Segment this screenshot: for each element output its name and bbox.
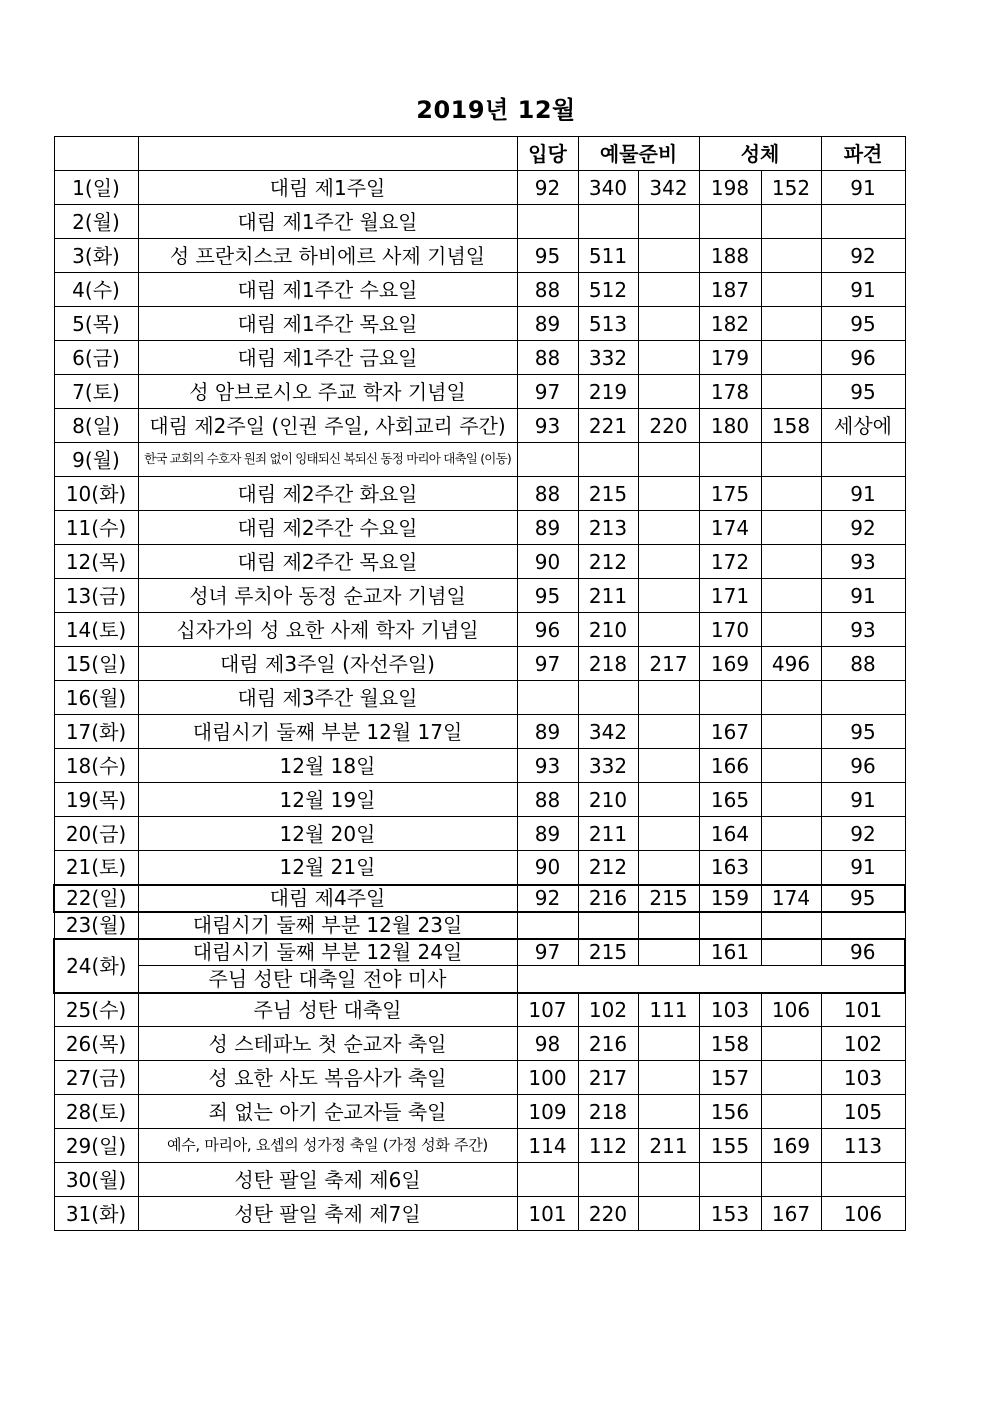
value-dismissal: 91 xyxy=(821,851,905,885)
value-offertory-2 xyxy=(638,1163,699,1197)
value-communion-1 xyxy=(699,1163,761,1197)
table-row xyxy=(54,1163,905,1197)
value-offertory-1: 210 xyxy=(578,783,638,817)
value-offertory-1: 513 xyxy=(578,307,638,341)
value-communion-1: 182 xyxy=(699,307,761,341)
value-entrance: 95 xyxy=(517,579,578,613)
value-offertory-1: 217 xyxy=(578,1061,638,1095)
feast-cell: 대림시기 둘째 부분 12월 24일 xyxy=(138,939,517,966)
table-row xyxy=(54,477,905,511)
value-offertory-1: 340 xyxy=(578,171,638,205)
value-dismissal: 106 xyxy=(821,1197,905,1231)
feast-cell: 대림 제3주간 월요일 xyxy=(138,681,517,715)
day-cell: 23(월) xyxy=(54,912,138,939)
value-dismissal: 93 xyxy=(821,545,905,579)
value-dismissal: 95 xyxy=(821,375,905,409)
value-offertory-1: 211 xyxy=(578,817,638,851)
value-communion-1 xyxy=(699,912,761,939)
table-row xyxy=(54,205,905,239)
value-communion-1: 180 xyxy=(699,409,761,443)
table-row xyxy=(54,885,905,912)
value-communion-2: 174 xyxy=(761,885,821,912)
value-communion-2 xyxy=(761,205,821,239)
value-entrance: 107 xyxy=(517,993,578,1027)
value-offertory-2 xyxy=(638,912,699,939)
value-entrance: 97 xyxy=(517,375,578,409)
value-offertory-2 xyxy=(638,749,699,783)
value-offertory-2 xyxy=(638,511,699,545)
value-offertory-2: 111 xyxy=(638,993,699,1027)
value-entrance: 90 xyxy=(517,545,578,579)
value-offertory-1: 211 xyxy=(578,579,638,613)
value-offertory-1: 212 xyxy=(578,851,638,885)
table-row xyxy=(54,1129,905,1163)
value-offertory-1: 210 xyxy=(578,613,638,647)
table-row xyxy=(54,613,905,647)
table-row xyxy=(54,749,905,783)
feast-cell: 성탄 팔일 축제 제6일 xyxy=(138,1163,517,1197)
value-dismissal: 91 xyxy=(821,171,905,205)
value-entrance: 101 xyxy=(517,1197,578,1231)
value-offertory-1: 342 xyxy=(578,715,638,749)
feast-cell: 12월 18일 xyxy=(138,749,517,783)
value-offertory-2 xyxy=(638,1027,699,1061)
value-dismissal: 93 xyxy=(821,613,905,647)
feast-cell: 예수, 마리아, 요셉의 성가정 축일 (가정 성화 주간) xyxy=(138,1129,517,1163)
day-cell: 8(일) xyxy=(54,409,138,443)
value-dismissal: 91 xyxy=(821,273,905,307)
value-dismissal: 92 xyxy=(821,511,905,545)
value-dismissal: 113 xyxy=(821,1129,905,1163)
feast-cell: 성녀 루치아 동정 순교자 기념일 xyxy=(138,579,517,613)
day-cell: 22(일) xyxy=(54,885,138,912)
day-cell: 21(토) xyxy=(54,851,138,885)
value-entrance: 93 xyxy=(517,409,578,443)
value-communion-1 xyxy=(699,681,761,715)
value-offertory-2 xyxy=(638,613,699,647)
value-entrance: 109 xyxy=(517,1095,578,1129)
value-entrance: 88 xyxy=(517,477,578,511)
value-offertory-1: 216 xyxy=(578,1027,638,1061)
day-cell: 13(금) xyxy=(54,579,138,613)
value-dismissal: 103 xyxy=(821,1061,905,1095)
day-cell: 10(화) xyxy=(54,477,138,511)
value-entrance xyxy=(517,443,578,477)
page-title: 2019년 12월 xyxy=(416,96,576,124)
value-offertory-2 xyxy=(638,851,699,885)
value-entrance: 88 xyxy=(517,273,578,307)
value-offertory-2: 215 xyxy=(638,885,699,912)
value-communion-1: 157 xyxy=(699,1061,761,1095)
day-cell: 25(수) xyxy=(54,993,138,1027)
value-communion-2 xyxy=(761,939,821,966)
feast-cell: 주님 성탄 대축일 전야 미사 xyxy=(138,966,517,993)
value-entrance: 88 xyxy=(517,341,578,375)
value-entrance xyxy=(517,912,578,939)
value-communion-2 xyxy=(761,912,821,939)
value-communion-1 xyxy=(699,443,761,477)
value-communion-1: 167 xyxy=(699,715,761,749)
table-row xyxy=(54,912,905,939)
feast-cell: 죄 없는 아기 순교자들 축일 xyxy=(138,1095,517,1129)
value-offertory-1: 220 xyxy=(578,1197,638,1231)
value-dismissal xyxy=(821,681,905,715)
value-offertory-2 xyxy=(638,681,699,715)
day-cell: 5(목) xyxy=(54,307,138,341)
value-entrance: 96 xyxy=(517,613,578,647)
value-dismissal: 세상에 xyxy=(821,409,905,443)
value-offertory-1 xyxy=(578,443,638,477)
table-row xyxy=(54,545,905,579)
feast-cell: 십자가의 성 요한 사제 학자 기념일 xyxy=(138,613,517,647)
value-dismissal: 88 xyxy=(821,647,905,681)
header-entrance: 입당 xyxy=(517,137,578,171)
feast-cell: 대림시기 둘째 부분 12월 23일 xyxy=(138,912,517,939)
value-communion-1: 172 xyxy=(699,545,761,579)
value-offertory-1: 332 xyxy=(578,749,638,783)
value-entrance: 98 xyxy=(517,1027,578,1061)
value-dismissal: 92 xyxy=(821,239,905,273)
feast-cell: 12월 19일 xyxy=(138,783,517,817)
value-communion-2 xyxy=(761,239,821,273)
value-offertory-2 xyxy=(638,715,699,749)
table-row xyxy=(54,647,905,681)
day-cell: 9(월) xyxy=(54,443,138,477)
feast-cell: 대림 제1주간 월요일 xyxy=(138,205,517,239)
value-dismissal: 105 xyxy=(821,1095,905,1129)
table-row xyxy=(54,966,905,993)
table-row xyxy=(54,341,905,375)
feast-cell: 성 암브로시오 주교 학자 기념일 xyxy=(138,375,517,409)
value-offertory-1: 512 xyxy=(578,273,638,307)
value-entrance: 100 xyxy=(517,1061,578,1095)
value-offertory-2 xyxy=(638,1061,699,1095)
value-offertory-1 xyxy=(578,912,638,939)
day-cell: 4(수) xyxy=(54,273,138,307)
feast-cell: 대림 제2주일 (인권 주일, 사회교리 주간) xyxy=(138,409,517,443)
value-communion-1: 155 xyxy=(699,1129,761,1163)
value-communion-1: 156 xyxy=(699,1095,761,1129)
value-communion-1: 153 xyxy=(699,1197,761,1231)
value-offertory-1 xyxy=(578,205,638,239)
value-offertory-1 xyxy=(578,681,638,715)
table-row xyxy=(54,993,905,1027)
value-offertory-2 xyxy=(638,273,699,307)
value-communion-1: 187 xyxy=(699,273,761,307)
table-row xyxy=(54,409,905,443)
value-communion-1 xyxy=(699,205,761,239)
value-communion-2: 158 xyxy=(761,409,821,443)
value-entrance: 92 xyxy=(517,885,578,912)
value-offertory-1: 221 xyxy=(578,409,638,443)
header-dismissal: 파견 xyxy=(821,137,905,171)
value-offertory-2 xyxy=(638,579,699,613)
value-offertory-1: 102 xyxy=(578,993,638,1027)
day-cell: 2(월) xyxy=(54,205,138,239)
value-communion-2 xyxy=(761,783,821,817)
value-entrance xyxy=(517,1163,578,1197)
day-cell: 16(월) xyxy=(54,681,138,715)
value-offertory-2 xyxy=(638,817,699,851)
feast-cell: 대림 제1주일 xyxy=(138,171,517,205)
value-communion-2 xyxy=(761,1095,821,1129)
day-cell: 14(토) xyxy=(54,613,138,647)
day-cell: 11(수) xyxy=(54,511,138,545)
value-offertory-1: 213 xyxy=(578,511,638,545)
value-dismissal: 101 xyxy=(821,993,905,1027)
header-feast xyxy=(138,137,517,171)
day-cell: 3(화) xyxy=(54,239,138,273)
value-offertory-2 xyxy=(638,375,699,409)
value-communion-1: 158 xyxy=(699,1027,761,1061)
value-dismissal: 91 xyxy=(821,477,905,511)
value-dismissal xyxy=(821,205,905,239)
value-communion-1: 178 xyxy=(699,375,761,409)
value-communion-1: 169 xyxy=(699,647,761,681)
feast-cell: 대림 제1주간 수요일 xyxy=(138,273,517,307)
day-cell: 18(수) xyxy=(54,749,138,783)
feast-cell: 한국 교회의 수호자 원죄 없이 잉태되신 복되신 동정 마리아 대축일 (이동) xyxy=(138,443,517,477)
value-communion-1: 164 xyxy=(699,817,761,851)
value-communion-2 xyxy=(761,715,821,749)
feast-cell: 대림 제1주간 목요일 xyxy=(138,307,517,341)
value-offertory-1: 332 xyxy=(578,341,638,375)
value-communion-2 xyxy=(761,273,821,307)
schedule-body xyxy=(54,137,905,1231)
value-offertory-2 xyxy=(638,783,699,817)
feast-cell: 대림 제3주일 (자선주일) xyxy=(138,647,517,681)
value-communion-1: 103 xyxy=(699,993,761,1027)
value-communion-2 xyxy=(761,477,821,511)
value-offertory-1 xyxy=(578,1163,638,1197)
table-row xyxy=(54,1027,905,1061)
value-communion-2 xyxy=(761,443,821,477)
value-communion-2 xyxy=(761,579,821,613)
value-communion-2: 106 xyxy=(761,993,821,1027)
value-communion-1: 166 xyxy=(699,749,761,783)
value-communion-2 xyxy=(761,1027,821,1061)
header-row xyxy=(54,137,905,171)
table-row xyxy=(54,273,905,307)
table-row xyxy=(54,1061,905,1095)
feast-cell: 성 요한 사도 복음사가 축일 xyxy=(138,1061,517,1095)
day-cell: 12(목) xyxy=(54,545,138,579)
value-communion-2 xyxy=(761,817,821,851)
value-communion-1: 165 xyxy=(699,783,761,817)
value-dismissal xyxy=(821,1163,905,1197)
day-cell: 24(화) xyxy=(54,939,138,993)
feast-cell: 대림 제4주일 xyxy=(138,885,517,912)
feast-cell: 12월 21일 xyxy=(138,851,517,885)
value-offertory-2 xyxy=(638,239,699,273)
value-communion-1: 179 xyxy=(699,341,761,375)
value-communion-1: 170 xyxy=(699,613,761,647)
value-offertory-1: 511 xyxy=(578,239,638,273)
day-cell: 26(목) xyxy=(54,1027,138,1061)
value-cell-merged xyxy=(517,966,905,993)
value-communion-1: 174 xyxy=(699,511,761,545)
day-cell: 28(토) xyxy=(54,1095,138,1129)
feast-cell: 대림 제2주간 목요일 xyxy=(138,545,517,579)
value-offertory-1: 112 xyxy=(578,1129,638,1163)
value-communion-2: 167 xyxy=(761,1197,821,1231)
value-dismissal: 102 xyxy=(821,1027,905,1061)
feast-cell: 주님 성탄 대축일 xyxy=(138,993,517,1027)
value-communion-2 xyxy=(761,1163,821,1197)
value-communion-2 xyxy=(761,1061,821,1095)
value-offertory-2 xyxy=(638,307,699,341)
value-communion-1: 163 xyxy=(699,851,761,885)
value-offertory-1: 219 xyxy=(578,375,638,409)
feast-cell: 대림 제1주간 금요일 xyxy=(138,341,517,375)
table-row xyxy=(54,783,905,817)
day-cell: 19(목) xyxy=(54,783,138,817)
table-row xyxy=(54,851,905,885)
header-communion: 성체 xyxy=(699,137,821,171)
value-entrance xyxy=(517,681,578,715)
value-communion-1: 188 xyxy=(699,239,761,273)
day-cell: 20(금) xyxy=(54,817,138,851)
value-dismissal: 96 xyxy=(821,749,905,783)
value-dismissal: 92 xyxy=(821,817,905,851)
value-offertory-2 xyxy=(638,477,699,511)
feast-cell: 성 스테파노 첫 순교자 축일 xyxy=(138,1027,517,1061)
table-row xyxy=(54,443,905,477)
header-day xyxy=(54,137,138,171)
table-row xyxy=(54,715,905,749)
value-dismissal: 96 xyxy=(821,939,905,966)
day-cell: 17(화) xyxy=(54,715,138,749)
value-entrance: 89 xyxy=(517,511,578,545)
value-entrance: 89 xyxy=(517,817,578,851)
value-offertory-2 xyxy=(638,205,699,239)
schedule-table xyxy=(53,136,906,1231)
value-entrance: 95 xyxy=(517,239,578,273)
day-cell: 31(화) xyxy=(54,1197,138,1231)
feast-cell: 대림 제2주간 수요일 xyxy=(138,511,517,545)
day-cell: 29(일) xyxy=(54,1129,138,1163)
value-communion-2 xyxy=(761,341,821,375)
value-communion-1: 159 xyxy=(699,885,761,912)
value-communion-2 xyxy=(761,613,821,647)
value-dismissal: 95 xyxy=(821,715,905,749)
value-communion-1: 161 xyxy=(699,939,761,966)
value-dismissal: 95 xyxy=(821,307,905,341)
value-entrance: 97 xyxy=(517,939,578,966)
value-communion-1: 198 xyxy=(699,171,761,205)
value-offertory-2 xyxy=(638,545,699,579)
value-offertory-2 xyxy=(638,1197,699,1231)
value-communion-2: 169 xyxy=(761,1129,821,1163)
feast-cell: 12월 20일 xyxy=(138,817,517,851)
value-dismissal xyxy=(821,443,905,477)
table-row xyxy=(54,1095,905,1129)
table-row xyxy=(54,681,905,715)
value-offertory-2 xyxy=(638,1095,699,1129)
value-communion-1: 171 xyxy=(699,579,761,613)
value-entrance: 92 xyxy=(517,171,578,205)
value-dismissal xyxy=(821,912,905,939)
value-offertory-2: 342 xyxy=(638,171,699,205)
feast-cell: 대림 제2주간 화요일 xyxy=(138,477,517,511)
table-row xyxy=(54,939,905,966)
value-communion-2: 152 xyxy=(761,171,821,205)
table-row xyxy=(54,307,905,341)
value-entrance xyxy=(517,205,578,239)
value-dismissal: 95 xyxy=(821,885,905,912)
value-dismissal: 91 xyxy=(821,783,905,817)
value-communion-2 xyxy=(761,851,821,885)
table-row xyxy=(54,239,905,273)
table-row xyxy=(54,817,905,851)
value-offertory-1: 215 xyxy=(578,939,638,966)
table-row xyxy=(54,1197,905,1231)
day-cell: 6(금) xyxy=(54,341,138,375)
value-entrance: 93 xyxy=(517,749,578,783)
value-offertory-1: 216 xyxy=(578,885,638,912)
day-cell: 1(일) xyxy=(54,171,138,205)
feast-cell: 성탄 팔일 축제 제7일 xyxy=(138,1197,517,1231)
value-entrance: 89 xyxy=(517,307,578,341)
value-communion-2 xyxy=(761,681,821,715)
table-row xyxy=(54,511,905,545)
value-offertory-1: 218 xyxy=(578,1095,638,1129)
value-communion-2 xyxy=(761,511,821,545)
day-cell: 15(일) xyxy=(54,647,138,681)
value-communion-2 xyxy=(761,307,821,341)
day-cell: 7(토) xyxy=(54,375,138,409)
day-cell: 30(월) xyxy=(54,1163,138,1197)
value-entrance: 88 xyxy=(517,783,578,817)
value-offertory-1: 218 xyxy=(578,647,638,681)
value-communion-2 xyxy=(761,375,821,409)
table-row xyxy=(54,375,905,409)
day-cell: 27(금) xyxy=(54,1061,138,1095)
table-row xyxy=(54,171,905,205)
value-offertory-2 xyxy=(638,443,699,477)
value-communion-2: 496 xyxy=(761,647,821,681)
value-offertory-2: 220 xyxy=(638,409,699,443)
value-communion-1: 175 xyxy=(699,477,761,511)
feast-cell: 대림시기 둘째 부분 12월 17일 xyxy=(138,715,517,749)
value-entrance: 90 xyxy=(517,851,578,885)
value-dismissal: 91 xyxy=(821,579,905,613)
value-offertory-2: 217 xyxy=(638,647,699,681)
value-entrance: 89 xyxy=(517,715,578,749)
value-offertory-2: 211 xyxy=(638,1129,699,1163)
value-dismissal: 96 xyxy=(821,341,905,375)
value-offertory-1: 215 xyxy=(578,477,638,511)
table-row xyxy=(54,579,905,613)
value-offertory-1: 212 xyxy=(578,545,638,579)
value-offertory-2 xyxy=(638,939,699,966)
feast-cell: 성 프란치스코 하비에르 사제 기념일 xyxy=(138,239,517,273)
header-offertory: 예물준비 xyxy=(578,137,699,171)
value-entrance: 114 xyxy=(517,1129,578,1163)
value-communion-2 xyxy=(761,545,821,579)
value-communion-2 xyxy=(761,749,821,783)
value-offertory-2 xyxy=(638,341,699,375)
value-entrance: 97 xyxy=(517,647,578,681)
